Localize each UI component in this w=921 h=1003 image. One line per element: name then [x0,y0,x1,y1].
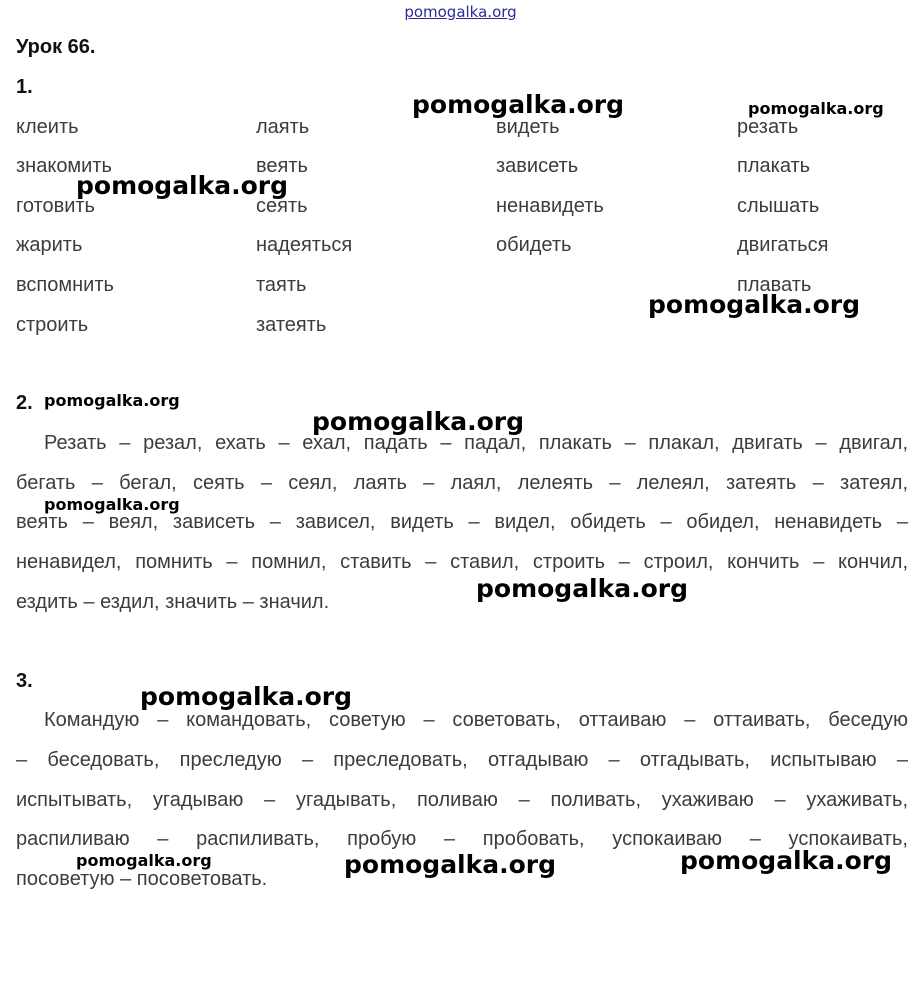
word: видеть [496,116,560,138]
watermark: pomogalka.org [748,99,884,118]
word: обидеть [496,234,572,256]
paragraph-line: ездить – ездил, значить – значил. [16,591,330,613]
watermark: pomogalka.org [44,495,180,514]
section-1-number: 1. [16,76,33,98]
watermark: pomogalka.org [344,850,557,879]
word: затеять [256,314,327,336]
word: знакомить [16,155,112,177]
section-2-number: 2. [16,392,33,414]
header-link[interactable]: pomogalka.org [404,3,517,21]
paragraph-line: посоветую – посоветовать. [16,868,268,890]
word: жарить [16,234,83,256]
word: плакать [737,155,811,177]
watermark: pomogalka.org [76,851,212,870]
word: строить [16,314,89,336]
section-3-number: 3. [16,670,33,692]
paragraph-line: веять – веял, зависеть – зависел, видеть – видел, обидеть – обидел, ненавидеть – [16,511,908,533]
word: плавать [737,274,812,296]
word: сеять [256,195,308,217]
watermark: pomogalka.org [648,290,861,319]
word: двигаться [737,234,829,256]
word: таять [256,274,307,296]
watermark: pomogalka.org [680,846,893,875]
paragraph-line: бегать – бегал, сеять – сеял, лаять – лаял, лелеять – лелеял, затеять – затеял, [16,472,908,494]
watermark: pomogalka.org [76,171,289,200]
word: слышать [737,195,820,217]
word: вспомнить [16,274,114,296]
word: резать [737,116,799,138]
paragraph-line: – беседовать, преследую – преследовать, отгадываю – отгадывать, испытываю – [16,749,908,771]
paragraph-line: Командую – командовать, советую – советовать, оттаиваю – оттаивать, беседую [44,709,908,731]
word: готовить [16,195,95,217]
word: надеяться [256,234,353,256]
watermark: pomogalka.org [140,682,353,711]
paragraph-line: испытывать, угадываю – угадывать, поливаю – поливать, ухаживаю – ухаживать, [16,789,908,811]
word: веять [256,155,308,177]
word: ненавидеть [496,195,604,217]
watermark: pomogalka.org [412,90,625,119]
word: зависеть [496,155,579,177]
watermark: pomogalka.org [476,574,689,603]
word: лаять [256,116,310,138]
page-title: Урок 66. [16,36,96,58]
paragraph-line: ненавидел, помнить – помнил, ставить – ставил, строить – строил, кончить – кончил, [16,551,908,573]
watermark: pomogalka.org [312,407,525,436]
word: клеить [16,116,79,138]
paragraph-line: Резать – резал, ехать – ехал, падать – падал, плакать – плакал, двигать – двигал, [44,432,908,454]
watermark: pomogalka.org [44,391,180,410]
paragraph-line: распиливаю – распиливать, пробую – пробовать, успокаиваю – успокаивать, [16,828,908,850]
